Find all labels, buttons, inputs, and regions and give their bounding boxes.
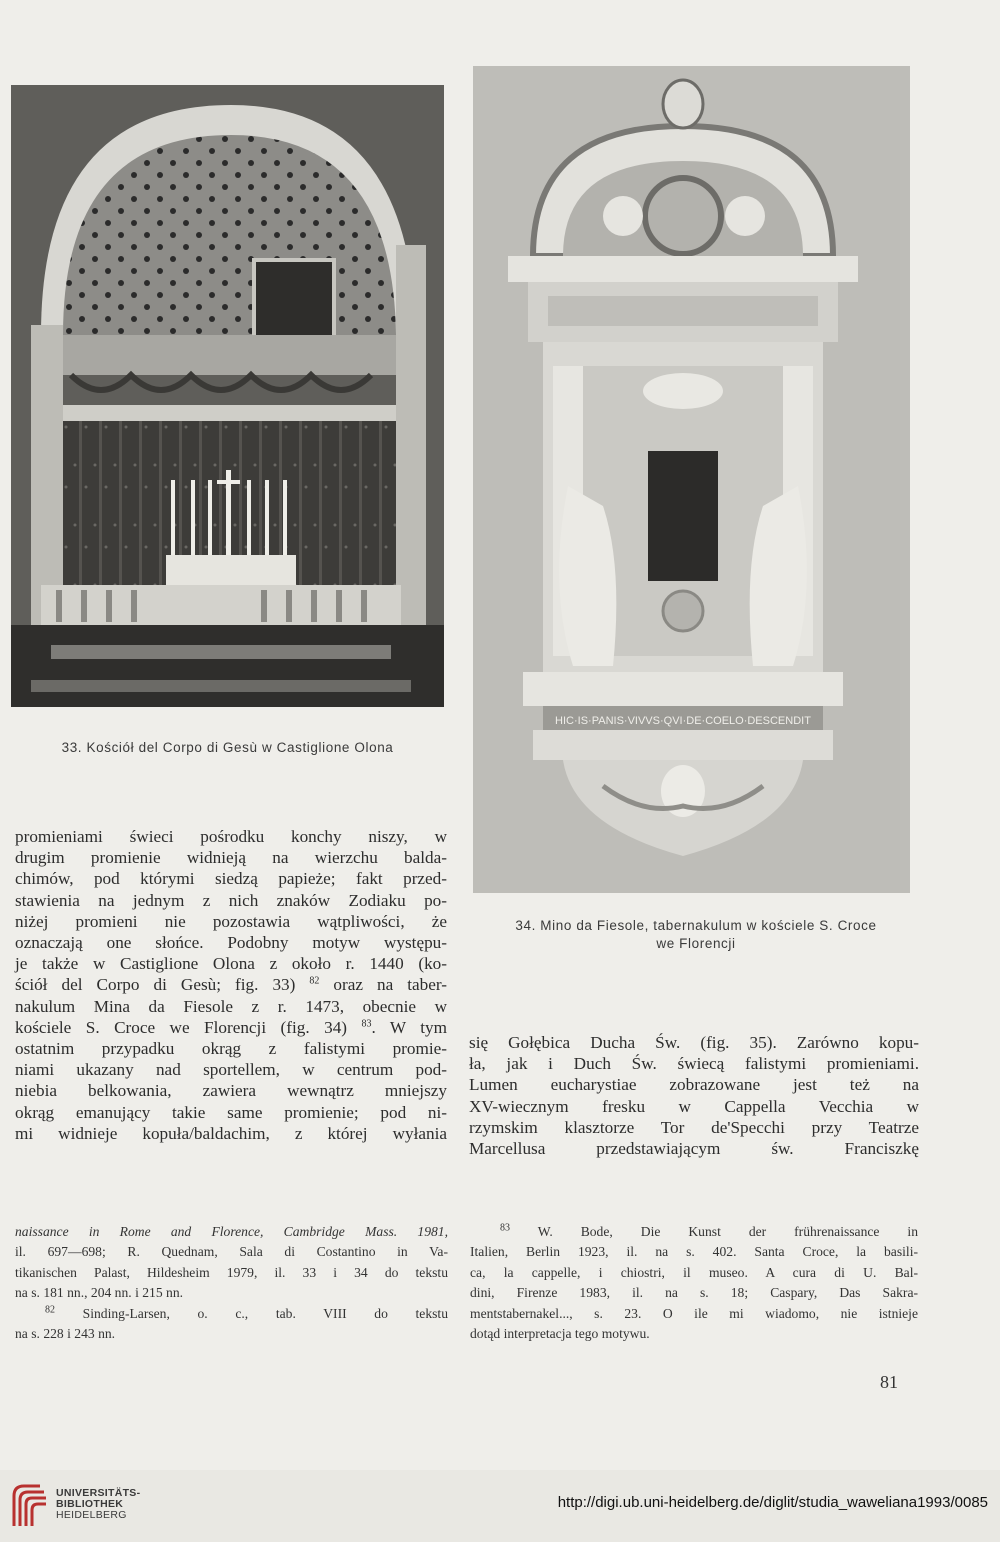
text-line <box>15 974 447 995</box>
footnote-ref-83: 83 <box>361 1018 372 1030</box>
footnote-line: dotąd interpretacja tego motywu. <box>470 1326 650 1342</box>
footnote-83 <box>470 1222 918 1242</box>
footnote-number: 83 <box>500 1222 510 1234</box>
text-line: się Gołębica Ducha Św. (fig. 35). Zarówno kopu- <box>469 1033 919 1052</box>
text-line: Lumen eucharystiae zobrazowane jest też na <box>469 1075 919 1095</box>
text-line: Marcellusa przedstawiającym św. Franciszkę <box>469 1139 919 1159</box>
footnote-line: mentstabernakel..., s. 23. O ile mi wiadomo, nie istnieje <box>470 1305 918 1321</box>
text-line: XV-wiecznym fresku w Cappella Vecchia w <box>469 1096 919 1116</box>
text-line: okrąg emanujący takie same promienie; pod ni- <box>15 1102 447 1122</box>
footnotes-left <box>15 1222 448 1344</box>
tabernacle-image <box>473 66 910 893</box>
text-line <box>15 1017 447 1038</box>
text-line: niebia belkowania, zawiera wewnątrz mniejszy <box>15 1081 447 1101</box>
text-segment: kościele S. Croce we Florencji (fig. 34) <box>15 1017 348 1037</box>
library-name <box>56 1488 140 1521</box>
footnote-line: il. 697—698; R. Quednam, Sala di Costantino in Va- <box>15 1244 448 1260</box>
body-text-right-column <box>469 1032 919 1159</box>
footnote-text: Sinding-Larsen, o. c., tab. VIII do tekstu <box>82 1305 448 1321</box>
text-line: promieniami świeci pośrodku konchy niszy, w <box>15 827 447 846</box>
text-line: je także w Castiglione Olona z około r. 1440 (ko- <box>15 954 447 974</box>
figure-33-caption: 33. Kościół del Corpo di Gesù w Castiglione Olona <box>61 740 394 755</box>
page-number: 81 <box>880 1372 898 1392</box>
footnote-line: ca, la cappelle, i chiostri, il museo. A cura di U. Bal- <box>470 1264 918 1280</box>
footnote-line: tikanischen Palast, Hildesheim 1979, il. 33 i 34 do tekstu <box>15 1264 448 1280</box>
church-apse-image <box>11 85 444 707</box>
text-line: stawienia na jednym z nich znaków Zodiaku po- <box>15 890 447 910</box>
footnote-line: na s. 181 nn., 204 nn. i 215 nn. <box>15 1285 184 1301</box>
body-text-left-column <box>15 826 447 1144</box>
footnote-text: W. Bode, Die Kunst der frührenaissance in <box>537 1224 918 1239</box>
library-name-line: UNIVERSITÄTS- <box>56 1487 141 1499</box>
library-name-line: BIBLIOTHEK <box>56 1498 124 1510</box>
text-line: mi widnieje kopuła/baldachim, z której wyłania <box>15 1123 447 1143</box>
text-segment: ściół del Corpo di Gesù; fig. 33) <box>15 975 296 995</box>
footnote-number: 82 <box>45 1304 55 1316</box>
tabernacle-inscription: HIC·IS·PANIS·VIVVS·QVI·DE·COELO·DESCENDIT <box>555 715 811 727</box>
text-line: drugim promienie widnieją na wierzchu balda- <box>15 848 447 868</box>
footnote-82 <box>15 1304 448 1324</box>
text-line: niami ukazany nad sportellem, w centrum pod- <box>15 1060 447 1080</box>
text-line: niżej promieni nie pozostawia wątpliwości, że <box>15 911 447 931</box>
text-line: ostatnim przypadku okrąg z falistymi promie- <box>15 1039 447 1059</box>
source-url-link[interactable]: http://digi.ub.uni-heidelberg.de/diglit/studia_waweliana1993/0085 <box>557 1494 988 1511</box>
text-line: ła, jak i Duch Św. świecą falistymi promieniami. <box>469 1054 919 1074</box>
text-line: chimów, pod którymi siedzą papieże; fakt przed- <box>15 869 447 889</box>
text-segment: oraz na taber- <box>333 975 448 995</box>
text-segment: . W tym <box>371 1017 448 1037</box>
figure-33-photo <box>11 85 444 707</box>
footnote-line: naissance in Rome and Florence, Cambridge Mass. 1981, <box>15 1224 448 1239</box>
figure-34-photo <box>473 66 910 893</box>
text-line: oznaczają one słońce. Podobny motyw występu- <box>15 933 447 953</box>
figure-34-caption-line-2: we Florencji <box>656 936 736 951</box>
university-library-logo-icon[interactable] <box>10 1482 50 1530</box>
footnote-ref-82: 82 <box>309 975 320 987</box>
text-line: nakulum Mina da Fiesole z r. 1473, obecnie w <box>15 996 447 1016</box>
figure-34-caption <box>470 917 922 953</box>
library-name-line: HEIDELBERG <box>56 1509 127 1521</box>
footnote-line: na s. 228 i 243 nn. <box>15 1326 116 1342</box>
footnote-line: dini, Firenze 1983, il. na s. 18; Caspary, Das Sakra- <box>470 1285 918 1301</box>
figure-34-caption-line-1: 34. Mino da Fiesole, tabernakulum w kościele S. Croce <box>515 918 877 933</box>
footer-bar <box>0 1470 1000 1542</box>
text-line: rzymskim klasztorze Tor de'Specchi przy Teatrze <box>469 1117 919 1137</box>
footnotes-right <box>470 1222 918 1344</box>
footnote-line: Italien, Berlin 1923, il. na s. 402. Santa Croce, la basili- <box>470 1244 918 1260</box>
